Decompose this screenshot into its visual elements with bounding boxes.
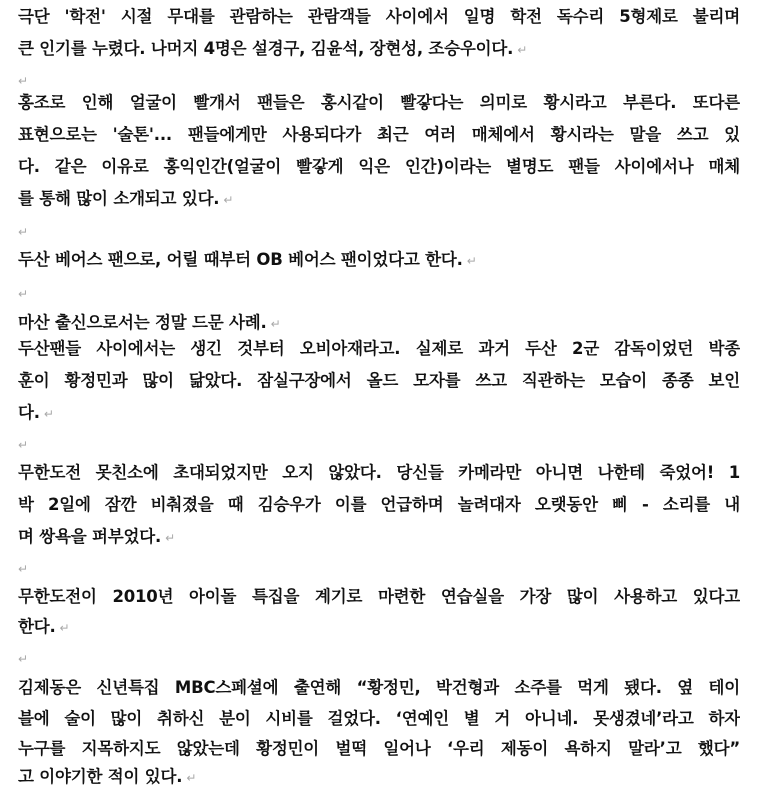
- text-line: 두산 베어스 팬으로, 어릴 때부터 OB 베어스 팬이었다고 한다. ↵: [18, 250, 477, 269]
- text-line: 훈이 황정민과 많이 닮았다. 잠실구장에서 올드 모자를 쓰고 직관하는 모습이 종종 보인: [18, 371, 740, 390]
- paragraph-mark-icon: ↵: [186, 770, 197, 785]
- paragraph-mark-icon: ↵: [59, 620, 70, 635]
- text-line: 다. ↵: [18, 403, 54, 422]
- text-line: 박 2일에 잠깐 비춰졌을 때 김승우가 이를 언급하며 놀려대자 오랫동안 삐 - 소리를 내: [18, 495, 740, 514]
- paragraph-mark-icon: ↵: [466, 253, 477, 268]
- paragraph-mark-icon: ↵: [270, 316, 281, 331]
- text-line: 다. 같은 이유로 홍익인간(얼굴이 빨갛게 익은 인간)이라는 별명도 팬들 사이에서나 매체: [18, 157, 740, 176]
- text-line: 표현으로는 '술톤'... 팬들에게만 사용되다가 최근 여러 매체에서 황시라는 말을 쓰고 있: [18, 125, 740, 144]
- text-line: 무한도전 못친소에 초대되었지만 오지 않았다. 당신들 카메라만 아니면 나한테 죽었어! 1: [18, 463, 740, 482]
- text-line: 극단 '학전' 시절 무대를 관람하는 관람객들 사이에서 일명 학전 독수리 5형제로 불리며: [18, 7, 740, 26]
- paragraph-mark-icon: ↵: [18, 74, 29, 88]
- paragraph-mark-icon: ↵: [18, 652, 29, 666]
- text-line: 마산 출신으로서는 정말 드문 사례. ↵: [18, 313, 281, 332]
- paragraph-mark-icon: ↵: [18, 225, 29, 239]
- paragraph-mark-icon: ↵: [517, 42, 528, 57]
- text-line: 블에 술이 많이 취하신 분이 시비를 걸었다. ‘연예인 별 거 아니네. 못생겼네’라고 하자: [18, 709, 740, 728]
- text-line: 홍조로 인해 얼굴이 빨개서 팬들은 홍시같이 빨갛다는 의미로 황시라고 부른다. 또다른: [18, 93, 740, 112]
- text-line: 무한도전이 2010년 아이돌 특집을 계기로 마련한 연습실을 가장 많이 사용하고 있다고: [18, 587, 740, 606]
- paragraph-mark-icon: ↵: [223, 192, 234, 207]
- paragraph-mark-icon: ↵: [18, 287, 29, 301]
- text-line: 큰 인기를 누렸다. 나머지 4명은 설경구, 김윤석, 장현성, 조승우이다. ↵: [18, 39, 528, 58]
- paragraph-mark-icon: ↵: [18, 562, 29, 576]
- paragraph-mark-icon: ↵: [43, 406, 54, 421]
- text-line: 두산팬들 사이에서는 생긴 것부터 오비아재라고. 실제로 과거 두산 2군 감독이었던 박종: [18, 339, 740, 358]
- text-line: 고 이야기한 적이 있다. ↵: [18, 767, 197, 786]
- text-line: 한다. ↵: [18, 617, 70, 636]
- paragraph-mark-icon: ↵: [18, 438, 29, 452]
- text-line: 를 통해 많이 소개되고 있다. ↵: [18, 189, 234, 208]
- paragraph-mark-icon: ↵: [165, 530, 175, 545]
- text-line: 누구를 지목하지도 않았는데 황정민이 벌떡 일어나 ‘우리 제동이 욕하지 말라’고 했다”: [18, 739, 740, 758]
- text-line: 며 쌍욕을 퍼부었다. ↵: [18, 527, 175, 546]
- text-line: 김제동은 신년특집 MBC스페셜에 출연해 “황정민, 박건형과 소주를 먹게 됐다. 옆 테이: [18, 678, 740, 697]
